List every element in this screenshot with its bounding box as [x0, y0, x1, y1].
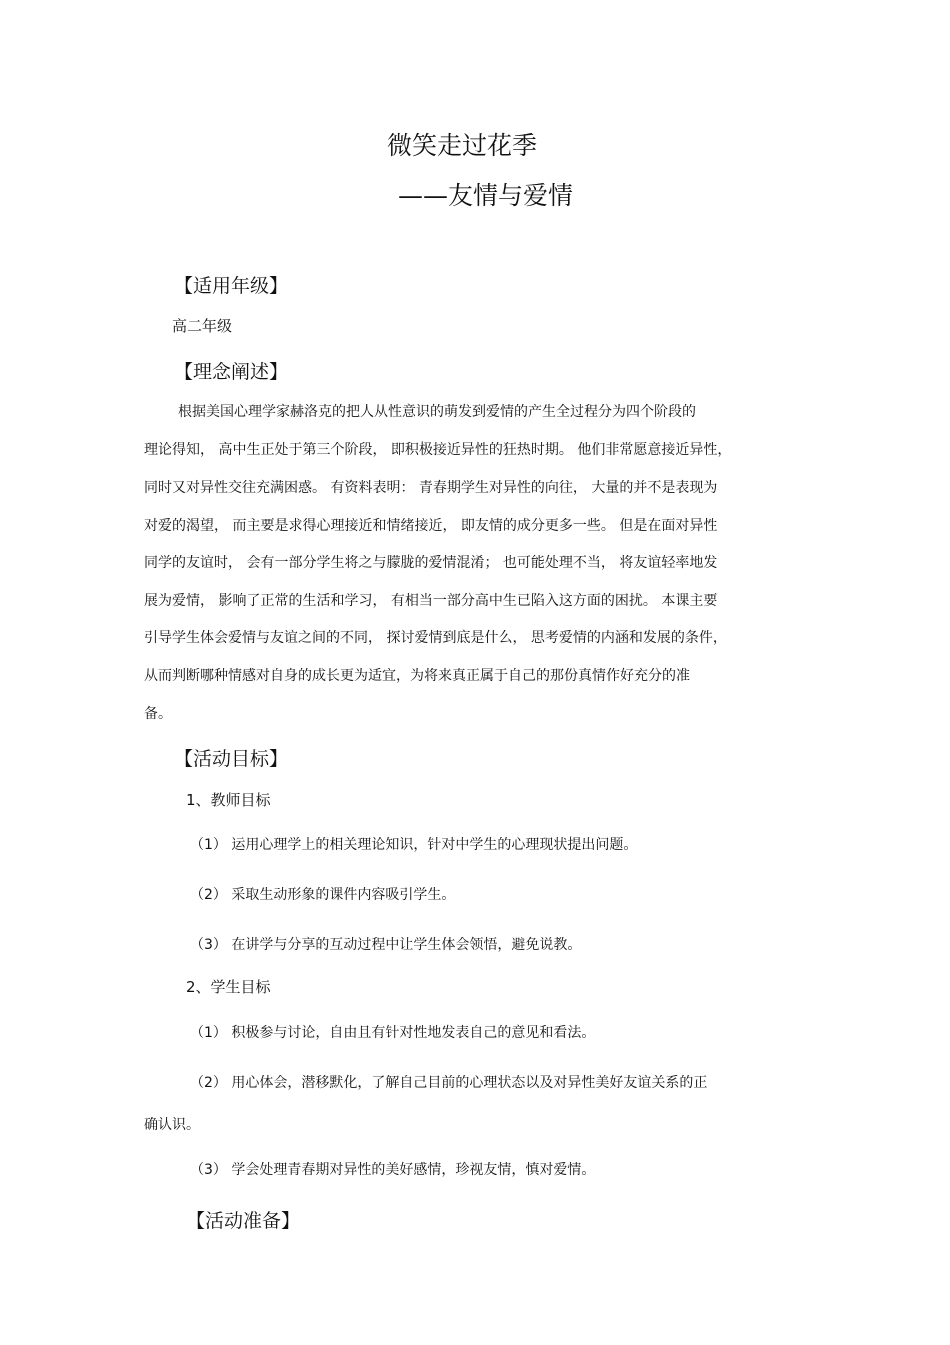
document-title: 微笑走过花季: [387, 131, 538, 160]
section-heading-concept: 【理念阐述】: [174, 361, 289, 383]
student-goals-label: 2、学生目标: [186, 978, 271, 996]
student-goal-item: （3） 学会处理青春期对异性的美好感情，珍视友情，慎对爱情。: [190, 1162, 596, 1178]
section-heading-grade: 【适用年级】: [174, 275, 289, 297]
concept-line: 备。: [144, 706, 172, 722]
concept-line: 从而判断哪种情感对自身的成长更为适宜，为将来真正属于自己的那份真情作好充分的准: [144, 668, 690, 684]
concept-line: 对爱的渴望， 而主要是求得心理接近和情绪接近， 即友情的成分更多一些。 但是在面对异性: [144, 518, 718, 534]
teacher-goal-item: （2） 采取生动形象的课件内容吸引学生。: [190, 887, 456, 903]
student-goal-item: （1） 积极参与讨论，自由且有针对性地发表自己的意见和看法。: [190, 1025, 596, 1041]
grade-content: 高二年级: [172, 317, 233, 335]
student-goal-item-continuation: 确认识。: [144, 1117, 200, 1133]
section-heading-goals: 【活动目标】: [174, 748, 289, 770]
teacher-goal-item: （1） 运用心理学上的相关理论知识，针对中学生的心理现状提出问题。: [190, 837, 638, 853]
concept-line: 引导学生体会爱情与友谊之间的不同， 探讨爱情到底是什么， 思考爱情的内涵和发展的条件，: [144, 630, 727, 646]
concept-line: 根据美国心理学家赫洛克的把人从性意识的萌发到爱情的产生全过程分为四个阶段的: [178, 404, 696, 420]
teacher-goals-label: 1、教师目标: [186, 791, 271, 809]
concept-line: 理论得知， 高中生正处于第三个阶段， 即积极接近异性的狂热时期。 他们非常愿意接近异性，: [144, 442, 732, 458]
concept-line: 同时又对异性交往充满困惑。 有资料表明： 青春期学生对异性的向往， 大量的并不是表现为: [144, 480, 718, 496]
document-subtitle: ——友情与爱情: [398, 181, 574, 210]
teacher-goal-item: （3） 在讲学与分享的互动过程中让学生体会领悟，避免说教。: [190, 937, 582, 953]
concept-line: 展为爱情， 影响了正常的生活和学习， 有相当一部分高中生已陷入这方面的困扰。 本课主要: [144, 593, 718, 609]
student-goal-item: （2） 用心体会，潜移默化，了解自己目前的心理状态以及对异性美好友谊关系的正: [190, 1075, 708, 1091]
concept-line: 同学的友谊时， 会有一部分学生将之与朦胧的爱情混淆； 也可能处理不当， 将友谊轻率地发: [144, 555, 718, 571]
section-heading-preparation: 【活动准备】: [186, 1210, 301, 1232]
